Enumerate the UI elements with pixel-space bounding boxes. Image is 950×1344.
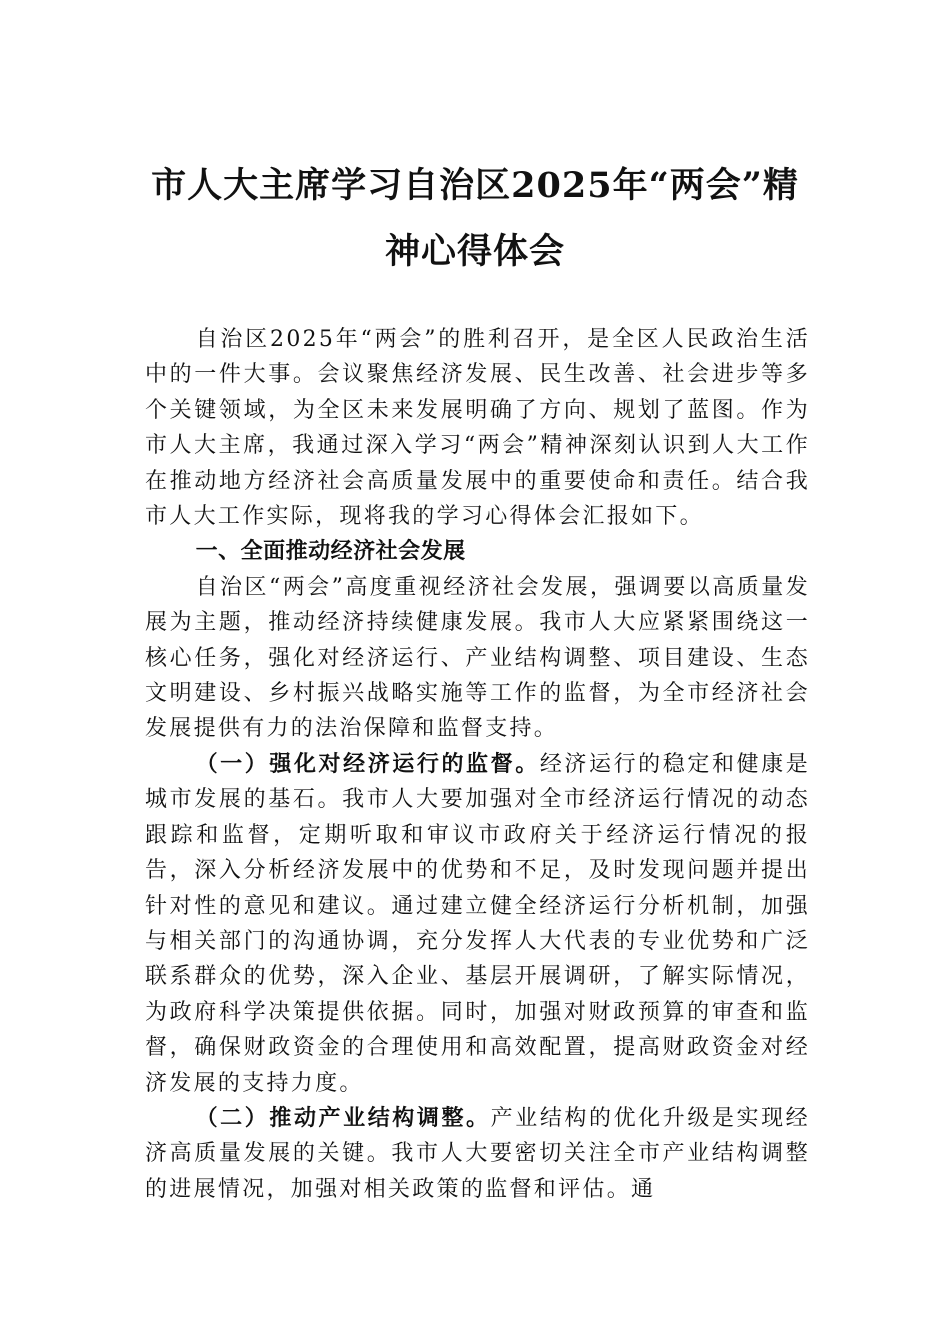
paragraph-text: 自治区“两会”高度重视经济社会发展，强调要以高质量发展为主题，推动经济持续健康发展。我市人大应紧紧围绕这一核心任务，强化对经济运行、产业结构调整、项目建设、生态文明建设、乡村振兴战略实施等工作的监督，为全市经济社会发展提供有力的法治保障和监督支持。 — [145, 574, 810, 742]
section-paragraph — [145, 570, 810, 747]
subsection-lead: （二）推动产业结构调整。 — [195, 1105, 491, 1131]
section-heading: 一、全面推动经济社会发展 — [195, 539, 466, 565]
paragraph-text: 自治区2025年“两会”的胜利召开，是全区人民政治生活中的一件大事。会议聚焦经济发展、民生改善、社会进步等多个关键领域，为全区未来发展明确了方向、规划了蓝图。作为市人大主席，我通过深入学习“两会”精神深刻认识到人大工作在推动地方经济社会高质量发展中的重要使命和责任。结合我市人大工作实际，现将我的学习心得体会汇报如下。 — [145, 327, 810, 530]
document-body — [145, 322, 810, 1207]
document-title-line-2: 神心得体会 — [384, 231, 565, 272]
subsection-paragraph — [145, 747, 810, 1101]
subsection-paragraph — [145, 1101, 810, 1207]
subsection-lead: （一）强化对经济运行的监督。 — [195, 751, 540, 777]
intro-paragraph — [145, 322, 810, 534]
paragraph-text: 经济运行的稳定和健康是城市发展的基石。我市人大要加强对全市经济运行情况的动态跟踪和监督，定期听取和审议市政府关于经济运行情况的报告，深入分析经济发展中的优势和不足，及时发现问题并提出针对性的意见和建议。通过建立健全经济运行分析机制，加强与相关部门的沟通协调，充分发挥人大代表的专业优势和广泛联系群众的优势，深入企业、基层开展调研，了解实际情况，为政府科学决策提供依据。同时，加强对财政预算的审查和监督，确保财政资金的合理使用和高效配置，提高财政资金对经济发展的支持力度。 — [145, 751, 810, 1096]
document-title-line-1: 市人大主席学习自治区2025年“两会”精 — [151, 165, 799, 206]
paragraph-text: 产业结构的优化升级是实现经济高质量发展的关键。我市人大要密切关注全市产业结构调整的进展情况，加强对相关政策的监督和评估。通 — [145, 1105, 810, 1202]
